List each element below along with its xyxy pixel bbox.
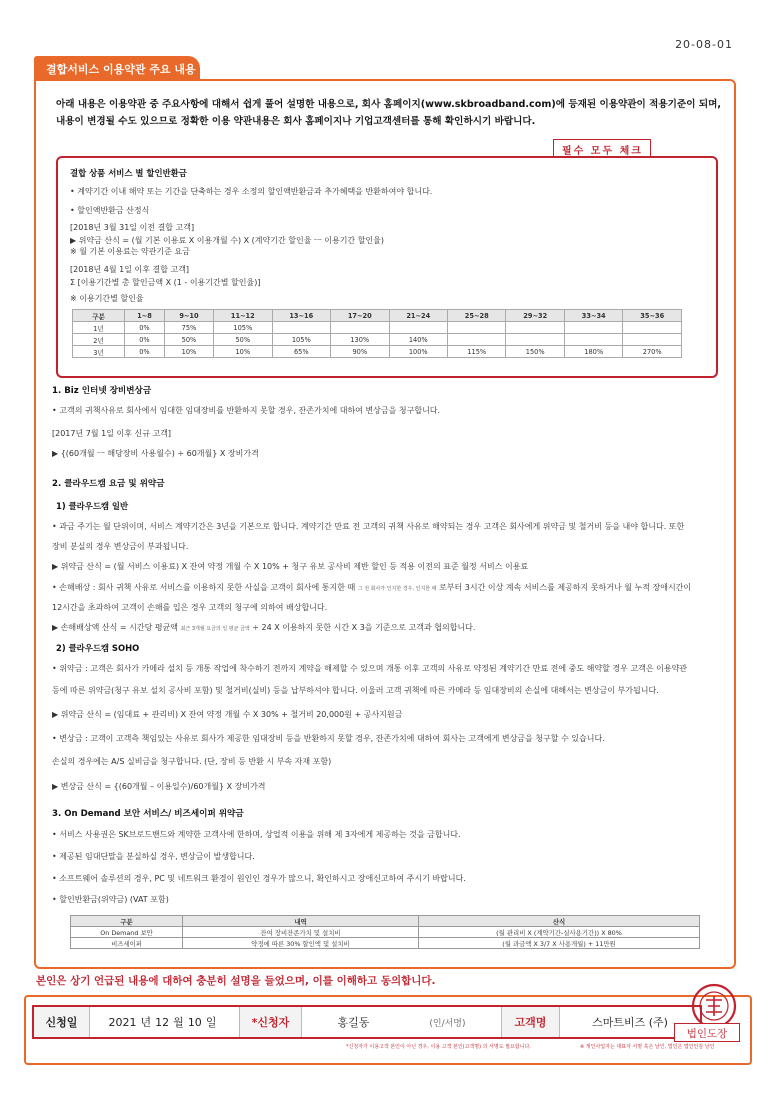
table-header-cell: 9~10 [164,310,213,322]
table-cell: 105% [214,322,272,334]
cloud-sub-2: 2) 클라우드캠 SOHO [56,643,140,653]
table-cell [506,322,564,334]
table-cell: 105% [272,334,330,346]
table-cell: 50% [214,334,272,346]
table-cell: 270% [623,346,682,358]
discount-bullet-1: • 계약기간 이내 해약 또는 기간을 단축하는 경우 소정의 할인액반환금과 추가혜택을 반환하여야 합니다. [70,187,433,196]
penalty-table [70,915,700,949]
ondemand-line-1: • 서비스 사용권은 SK브로드밴드와 계약한 고객사에 한하며, 상업적 이용을 위해 제 3자에게 제공하는 것을 금합니다. [52,830,461,839]
seal-placeholder: (인/서명) [429,1018,466,1029]
date-day: 10 [187,1015,202,1029]
soho-line-4: • 변상금 : 고객이 고객측 책임있는 사유로 회사가 제공한 임대장비 등을 반환하지 못할 경우, 잔존가치에 대하여 회사는 고객에게 변상금을 청구할 수 있습니다. [52,734,605,743]
table-cell: 50% [164,334,213,346]
biz-line-2: [2017년 7월 1일 이후 신규 고객] [52,429,172,438]
document-code: 20-08-01 [675,38,733,51]
table-cell: 잔여 장비잔존가치 및 설치비 [183,927,419,938]
damage-text-b: 로부터 3시간 이상 계속 서비스를 제공하지 못하거나 월 누적 장애시간이 [439,583,692,592]
agreement-statement: 본인은 상기 언급된 내용에 대하여 충분히 설명을 들었으며, 이를 이해하고 동의합니다. [36,975,436,987]
table-header-cell: 33~34 [564,310,622,322]
table-header-cell: 11~12 [214,310,272,322]
table-cell: 0% [125,334,165,346]
date-month-unit: 월 [173,1016,184,1029]
signature-row [32,1005,702,1039]
table-header-cell: 1~8 [125,310,165,322]
table-cell: 약정에 따른 30% 할인액 및 설치비 [183,938,419,949]
seal-note: ※ 개인사업자는 대표자 서명 혹은 날인, 법인은 법인인감 날인 [580,1044,715,1050]
damage-footnote: 그 전 회사가 인지한 경우, 인지한 때 [357,586,437,592]
biz-line-1: • 고객의 귀책사유로 회사에서 임대한 임대장비를 반환하지 못할 경우, 잔존가치에 대하여 변상금을 청구합니다. [52,406,441,415]
cloud-line-6 [52,622,475,635]
before-note: ※ 월 기본 이용료는 약관기준 요금 [70,247,190,256]
table-cell [623,322,682,334]
table-cell: 1년 [73,322,125,334]
section-tab: 결합서비스 이용약관 주요 내용 [34,56,200,80]
corporate-seal-label: 법인도장 [674,1023,740,1042]
table-header-row [71,916,700,927]
table-cell: 180% [564,346,622,358]
date-label: 신청일 [34,1007,90,1037]
applicant-label: *신청자 [240,1007,302,1037]
required-check-label: 필수 모두 체크 [553,139,651,157]
table-row [73,322,682,334]
table-cell: 10% [214,346,272,358]
applicant-note: *신청자가 이용고객 본인이 아닌 경우, 이용 고객 본인(고객명) 의 서명도 필요합니다. [346,1044,531,1050]
applicant-name: 홍길동 [337,1016,370,1029]
table-cell [506,334,564,346]
table-cell [448,322,506,334]
soho-line-2: 등에 따른 위약금(청구 유보 설치 공사비 포함) 및 철거비(실비) 등을 납부하셔야 합니다. 이울러 고객 귀책에 따른 카메라 등 임대장비의 손실에 대해서는 변상금이 부가됩니다. [52,686,659,695]
customer-name: 스마트비즈 (주) [592,1016,668,1029]
table-header-row [73,310,682,322]
table-cell: 10% [164,346,213,358]
ondemand-line-3: • 소프트웨어 솔루션의 경우, PC 및 네트워크 환경이 원인인 경우가 많으니, 확인하시고 장애신고하여 주시기 바랍니다. [52,874,466,883]
table-cell [448,334,506,346]
date-year: 2021 [108,1015,137,1029]
rate-title: ※ 이용기간별 할인율 [70,294,144,303]
applicant-signature-field[interactable] [302,1007,502,1037]
table-header-cell: 29~32 [506,310,564,322]
before-formula: ▶ 위약금 산식 = (월 기본 이용료 X 이용개월 수) X (계약기간 할인율 ㅡ 이용기간 할인율) [70,236,385,245]
table-cell: 90% [331,346,389,358]
table-header-cell: 구분 [73,310,125,322]
table-cell [331,322,389,334]
cloud-title: 2. 클라우드캠 요금 및 위약금 [52,479,165,489]
biz-line-3: ▶ {(60개월 ㅡ 해당장비 사용월수) ÷ 60개월} X 장비가격 [52,449,259,458]
table-row [71,938,700,949]
after-formula: Σ [이용기간별 총 할인금액 X (1 - 이용기간별 할인율)] [70,278,261,287]
table-cell: 3년 [73,346,125,358]
table-header-cell: 내역 [183,916,419,927]
table-cell: 130% [331,334,389,346]
table-cell: 140% [389,334,447,346]
cloud-sub-1: 1) 클라우드캠 일반 [56,501,129,511]
damage-formula-b: ÷ 24 X 이용하지 못한 시간 X 3을 기준으로 고객과 협의합니다. [252,623,476,632]
table-cell: 100% [389,346,447,358]
table-header-cell: 17~20 [331,310,389,322]
before-title: [2018년 3월 31일 이전 결합 고객] [70,223,195,232]
soho-line-3: ▶ 위약금 산식 = (임대료 + 관리비) X 잔여 약정 개월 수 X 30% + 철거비 20,000원 + 공사지원금 [52,710,403,719]
cloud-line-2: 장비 분실의 경우 변상금이 부과됩니다. [52,542,189,551]
damage-formula-a: ▶ 손해배상액 산식 = 시간당 평균액 [52,623,179,632]
date-year-unit: 년 [140,1016,152,1029]
table-cell [623,334,682,346]
table-header-cell: 35~36 [623,310,682,322]
table-cell [389,322,447,334]
after-title: [2018년 4월 1일 이후 결합 고객] [70,265,190,274]
table-cell: 75% [164,322,213,334]
cloud-line-1: • 과금 주기는 월 단위이며, 서비스 계약기간은 3년을 기본으로 합니다. 계약기간 만료 전 고객의 귀책 사유로 해약되는 경우 고객은 회사에게 위약금 및 철거비 등을 내야 합니다. 또한 [52,522,685,531]
table-header-cell: 25~28 [448,310,506,322]
table-header-cell: 13~16 [272,310,330,322]
cloud-line-4 [52,582,691,595]
table-header-cell: 산식 [419,916,700,927]
soho-line-6: ▶ 변상금 산식 = {(60개월 – 이용일수)/60개월} X 장비가격 [52,782,266,791]
cloud-line-3: ▶ 위약금 산식 = (월 서비스 이용료) X 잔여 약정 개월 수 X 10% + 청구 유보 공사비 제반 할인 등 적용 이전의 표준 월정 서비스 이용료 [52,562,529,571]
table-header-cell: 21~24 [389,310,447,322]
ondemand-line-4: • 할인반환금(위약금) (VAT 포함) [52,895,169,904]
ondemand-title: 3. On Demand 보안 서비스/ 비즈세이퍼 위약금 [52,809,244,819]
table-cell: 65% [272,346,330,358]
biz-title: 1. Biz 인터넷 장비변상금 [52,386,152,396]
table-cell [564,334,622,346]
soho-line-1: • 위약금 : 고객은 회사가 카메라 설치 등 개통 작업에 착수하기 전까지 계약을 해제할 수 있으며 개통 이후 고객의 사유로 약정된 계약기간 만료 전에 중도 해약할 경우 고객은 이용약관 [52,664,688,673]
soho-line-5: 손실의 경우에는 A/S 실비금을 청구합니다. (단, 장비 등 반환 시 부속 자재 포함) [52,757,332,766]
date-field[interactable] [90,1007,240,1037]
table-header-cell: 구분 [71,916,183,927]
damage-formula-note: 최근 3개월 요금의 일 평균 금액 [180,626,250,632]
table-cell: (월 관리비 X (계약기간-실사용기간)) X 80% [419,927,700,938]
table-cell [564,322,622,334]
table-row [73,346,682,358]
discount-bullet-2: • 할인액반환금 산정식 [70,206,150,215]
table-cell [272,322,330,334]
table-cell: (월 과금액 X 3/7 X 사용개월) + 11만원 [419,938,700,949]
table-cell: 0% [125,346,165,358]
table-row [73,334,682,346]
table-cell: 115% [448,346,506,358]
date-day-unit: 일 [205,1016,217,1029]
table-cell: 2년 [73,334,125,346]
table-cell: 비즈세이퍼 [71,938,183,949]
table-cell: On Demand 보안 [71,927,183,938]
customer-label: 고객명 [502,1007,560,1037]
damage-text-a: • 손해배상 : 회사 귀책 사유로 서비스를 이용하지 못한 사실을 고객이 회사에 통지한 때 [52,583,356,592]
discount-rate-table [72,309,682,358]
intro-text: 아래 내용은 이용약관 중 주요사항에 대해서 쉽게 풀어 설명한 내용으로, 회사 홈페이지(www.skbroadband.com)에 등재된 이용약관이 적용기준이 되며, 내용이 변경될 수도 있으므로 정확한 이용 약관내용은 회사 홈페이지나 기업고객센터를 통해 확인하시기 바랍니다. [56,99,722,127]
table-row [71,927,700,938]
ondemand-line-2: • 제공된 임대단말을 분실하실 경우, 변상금이 발생합니다. [52,852,255,861]
table-cell: 150% [506,346,564,358]
table-cell: 0% [125,322,165,334]
date-month: 12 [155,1015,170,1029]
discount-title: 결합 상품 서비스 별 할인반환금 [70,168,187,178]
cloud-line-5: 12시간을 초과하여 고객이 손해를 입은 경우 고객의 청구에 의하여 배상합니다. [52,603,328,612]
